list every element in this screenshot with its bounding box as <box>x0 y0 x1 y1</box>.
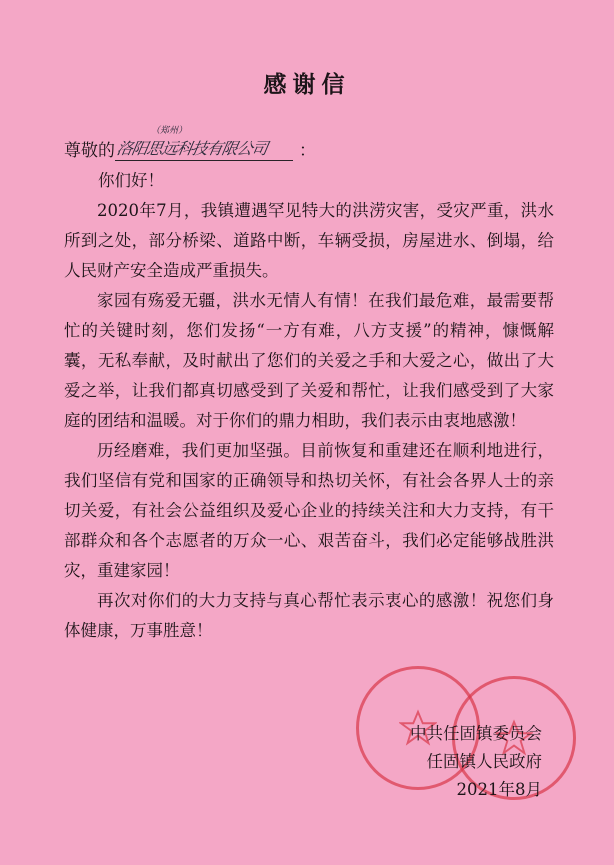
paragraph-4: 再次对你们的大力支持与真心帮忙表示衷心的感激！祝您们身体健康，万事胜意！ <box>64 591 554 640</box>
signature-org-2: 任固镇人民政府 <box>426 752 542 771</box>
recipient-blank <box>115 126 293 161</box>
signature-org-1: 中共任固镇委员会 <box>410 724 542 743</box>
signature-date: 2021年8月 <box>456 780 542 799</box>
recipient-note: （郑州） <box>151 126 188 136</box>
greeting: 你们好！ <box>98 171 164 190</box>
letter-title: 感谢信 <box>263 71 351 98</box>
recipient-handwritten: 洛阳思远科技有限公司 <box>115 139 269 158</box>
letter-body <box>64 196 554 646</box>
paragraph-3: 历经磨难，我们更加坚强。目前恢复和重建还在顺利地进行，我们坚信有党和国家的正确领导和热切关怀，有社会各界人士的亲切关爱，有社会公益组织及爱心企业的持续关注和大力支持，有干部群众和各个志愿者的万众一心、艰苦奋斗，我们必定能够战胜洪灾，重建家园！ <box>64 441 554 580</box>
paragraph-2: 家园有殇爱无疆，洪水无情人有情！在我们最危难，最需要帮忙的关键时刻，您们发扬“一方有难，八方支援”的精神，慷慨解囊，无私奉献，及时献出了您们的关爱之手和大爱之心，做出了大爱之举，让我们都真切感受到了关爱和帮忙，让我们感受到了大家庭的团结和温暖。对于你们的鼎力相助，我们表示由衷地感激！ <box>64 291 554 430</box>
salutation-prefix: 尊敬的 <box>64 141 115 161</box>
paragraph-1: 2020年7月，我镇遭遇罕见特大的洪涝灾害，受灾严重，洪水所到之处，部分桥梁、道路中断，车辆受损，房屋进水、倒塌，给人民财产安全造成严重损失。 <box>64 201 554 280</box>
salutation-colon: ： <box>299 141 316 161</box>
signature-block <box>410 720 542 804</box>
salutation <box>64 126 316 161</box>
